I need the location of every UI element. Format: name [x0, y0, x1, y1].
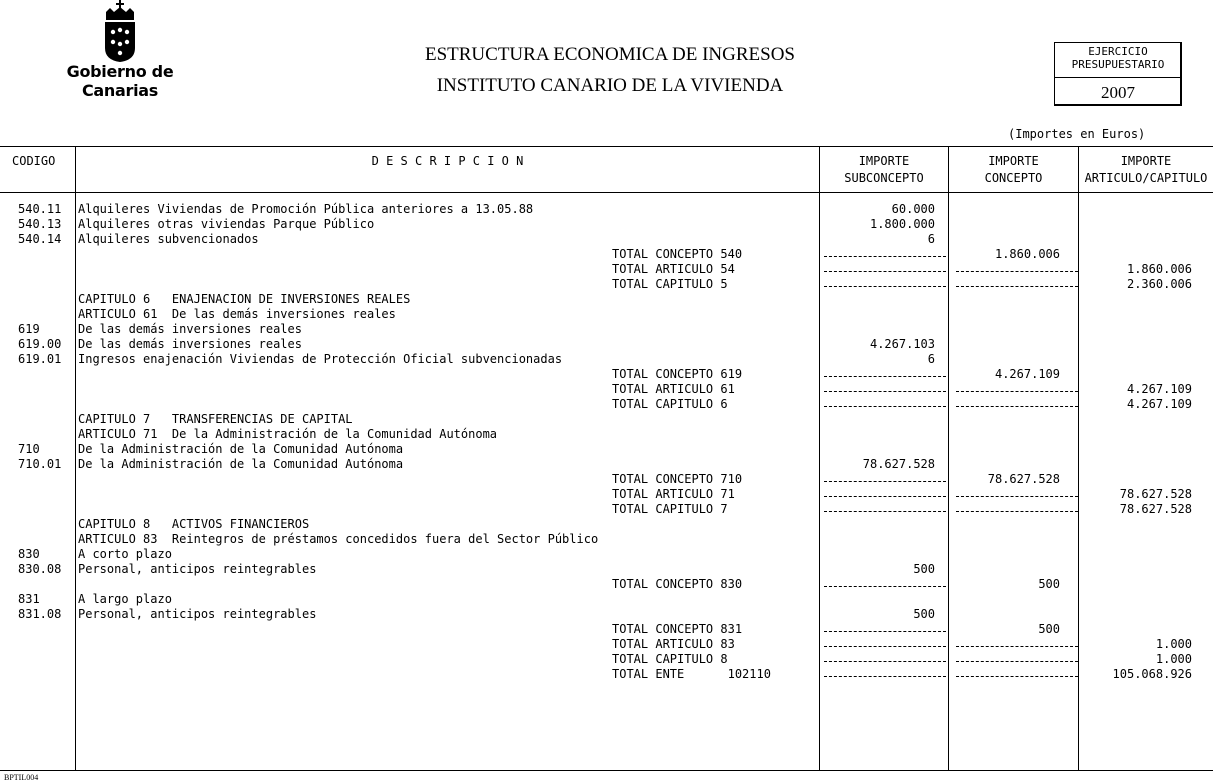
row-description: CAPITULO 7 TRANSFERENCIAS DE CAPITAL: [78, 412, 353, 426]
row-description: De las demás inversiones reales: [78, 337, 302, 351]
row-description: ARTICULO 61 De las demás inversiones reales: [78, 307, 396, 321]
row-concepto-dash: [956, 286, 1078, 287]
ejercicio-box: [1054, 42, 1182, 106]
row-articulo: 1.860.006: [1126, 262, 1192, 276]
row-concepto-dash: [956, 676, 1078, 677]
row-concepto: 78.627.528: [987, 472, 1060, 486]
row-subconcepto-dash: [824, 676, 946, 677]
row-description: A corto plazo: [78, 547, 172, 561]
row-subconcepto: 500: [913, 562, 935, 576]
row-subconcepto-dash: [824, 631, 946, 632]
row-subconcepto: 4.267.103: [869, 337, 935, 351]
col-divider-codigo: [75, 146, 76, 771]
header-descripcion: D E S C R I P C I O N: [371, 154, 524, 168]
header-subconcepto-line2: SUBCONCEPTO: [844, 171, 924, 185]
row-total-label: TOTAL CAPITULO 7: [612, 502, 728, 516]
row-total-label: TOTAL ARTICULO 54: [612, 262, 735, 276]
row-total-label: TOTAL ARTICULO 83: [612, 637, 735, 651]
row-subconcepto-dash: [824, 481, 946, 482]
row-code: 830.08: [18, 562, 62, 576]
row-code: 831.08: [18, 607, 62, 621]
row-concepto-dash: [956, 646, 1078, 647]
row-articulo: 4.267.109: [1126, 397, 1192, 411]
row-total-label: TOTAL CONCEPTO 831: [612, 622, 743, 636]
row-description: De la Administración de la Comunidad Autónoma: [78, 442, 404, 456]
row-description: CAPITULO 6 ENAJENACION DE INVERSIONES REALES: [78, 292, 411, 306]
row-description: De las demás inversiones reales: [78, 322, 302, 336]
row-total-label: TOTAL CAPITULO 6: [612, 397, 728, 411]
row-description: Alquileres Viviendas de Promoción Pública anteriores a 13.05.88: [78, 202, 534, 216]
row-concepto: 1.860.006: [994, 247, 1060, 261]
row-subconcepto-dash: [824, 586, 946, 587]
ejercicio-label: [1055, 45, 1181, 71]
row-subconcepto-dash: [824, 391, 946, 392]
row-description: ARTICULO 71 De la Administración de la Comunidad Autónoma: [78, 427, 498, 441]
header-concepto: [949, 153, 1078, 187]
row-subconcepto-dash: [824, 376, 946, 377]
row-total-label: TOTAL CAPITULO 8: [612, 652, 728, 666]
footer-code: BPTIL004: [4, 773, 39, 782]
ejercicio-year: 2007: [1101, 83, 1135, 102]
row-description: Personal, anticipos reintegrables: [78, 562, 317, 576]
header-articulo-line1: IMPORTE: [1120, 154, 1172, 168]
row-concepto-dash: [956, 661, 1078, 662]
row-subconcepto-dash: [824, 406, 946, 407]
row-subconcepto: 78.627.528: [862, 457, 935, 471]
header-divider: [0, 192, 1213, 193]
row-total-label: TOTAL ARTICULO 71: [612, 487, 735, 501]
document-subtitle: INSTITUTO CANARIO DE LA VIVIENDA: [436, 75, 784, 96]
header-codigo: CODIGO: [12, 154, 56, 168]
row-concepto-dash: [956, 496, 1078, 497]
row-subconcepto-dash: [824, 511, 946, 512]
row-code: 619.00: [18, 337, 62, 351]
header-articulo: [1079, 153, 1213, 187]
row-concepto-dash: [956, 271, 1078, 272]
row-code: 830: [18, 547, 40, 561]
row-description: A largo plazo: [78, 592, 172, 606]
row-code: 710.01: [18, 457, 62, 471]
row-code: 619.01: [18, 352, 62, 366]
row-description: De la Administración de la Comunidad Autónoma: [78, 457, 404, 471]
row-total-label: TOTAL ARTICULO 61: [612, 382, 735, 396]
row-concepto-dash: [956, 511, 1078, 512]
row-code: 540.14: [18, 232, 62, 246]
row-subconcepto: 500: [913, 607, 935, 621]
header-concepto-line1: IMPORTE: [988, 154, 1039, 168]
row-concepto: 500: [1038, 622, 1060, 636]
row-articulo: 2.360.006: [1126, 277, 1192, 291]
units-note: (Importes en Euros): [1008, 127, 1146, 141]
row-concepto-dash: [956, 391, 1078, 392]
row-articulo: 78.627.528: [1119, 487, 1192, 501]
row-description: ARTICULO 83 Reintegros de préstamos concedidos fuera del Sector Público: [78, 532, 599, 546]
row-total-label: TOTAL CONCEPTO 619: [612, 367, 743, 381]
logo: [30, 0, 210, 100]
row-total-label: TOTAL CONCEPTO 830: [612, 577, 743, 591]
row-description: Personal, anticipos reintegrables: [78, 607, 317, 621]
row-subconcepto: 6: [927, 352, 935, 366]
ejercicio-divider: [1055, 77, 1181, 78]
row-concepto: 4.267.109: [994, 367, 1060, 381]
header-articulo-line2: ARTICULO/CAPITULO: [1084, 171, 1208, 185]
row-description: Ingresos enajenación Viviendas de Protección Oficial subvencionadas: [78, 352, 563, 366]
row-subconcepto-dash: [824, 646, 946, 647]
row-total-label: TOTAL CONCEPTO 540: [612, 247, 743, 261]
row-code: 831: [18, 592, 40, 606]
coat-of-arms-icon: [102, 0, 138, 62]
row-description: Alquileres otras viviendas Parque Público: [78, 217, 375, 231]
row-code: 710: [18, 442, 40, 456]
row-articulo: 1.000: [1155, 637, 1192, 651]
row-subconcepto-dash: [824, 661, 946, 662]
row-subconcepto-dash: [824, 256, 946, 257]
row-code: 619: [18, 322, 40, 336]
row-concepto-dash: [956, 406, 1078, 407]
document-title: ESTRUCTURA ECONOMICA DE INGRESOS: [424, 44, 795, 65]
row-subconcepto: 60.000: [891, 202, 935, 216]
row-concepto: 500: [1038, 577, 1060, 591]
ejercicio-label-line2: PRESUPUESTARIO: [1071, 58, 1165, 71]
row-total-label: TOTAL ENTE 102110: [612, 667, 771, 681]
header-subconcepto: [820, 153, 948, 187]
row-subconcepto-dash: [824, 286, 946, 287]
row-code: 540.11: [18, 202, 62, 216]
header-subconcepto-line1: IMPORTE: [858, 154, 910, 168]
row-total-label: TOTAL CONCEPTO 710: [612, 472, 743, 486]
row-articulo: 105.068.926: [1112, 667, 1192, 681]
logo-text: Gobierno de Canarias: [66, 62, 174, 100]
row-subconcepto: 1.800.000: [869, 217, 935, 231]
header-concepto-line2: CONCEPTO: [984, 171, 1043, 185]
row-articulo: 1.000: [1155, 652, 1192, 666]
row-articulo: 78.627.528: [1119, 502, 1192, 516]
row-description: Alquileres subvencionados: [78, 232, 259, 246]
row-subconcepto-dash: [824, 271, 946, 272]
row-description: CAPITULO 8 ACTIVOS FINANCIEROS: [78, 517, 310, 531]
row-code: 540.13: [18, 217, 62, 231]
row-subconcepto: 6: [927, 232, 935, 246]
row-articulo: 4.267.109: [1126, 382, 1192, 396]
ejercicio-label-line1: EJERCICIO: [1088, 45, 1148, 58]
row-total-label: TOTAL CAPITULO 5: [612, 277, 728, 291]
row-subconcepto-dash: [824, 496, 946, 497]
col-divider-subconcepto: [948, 146, 949, 771]
